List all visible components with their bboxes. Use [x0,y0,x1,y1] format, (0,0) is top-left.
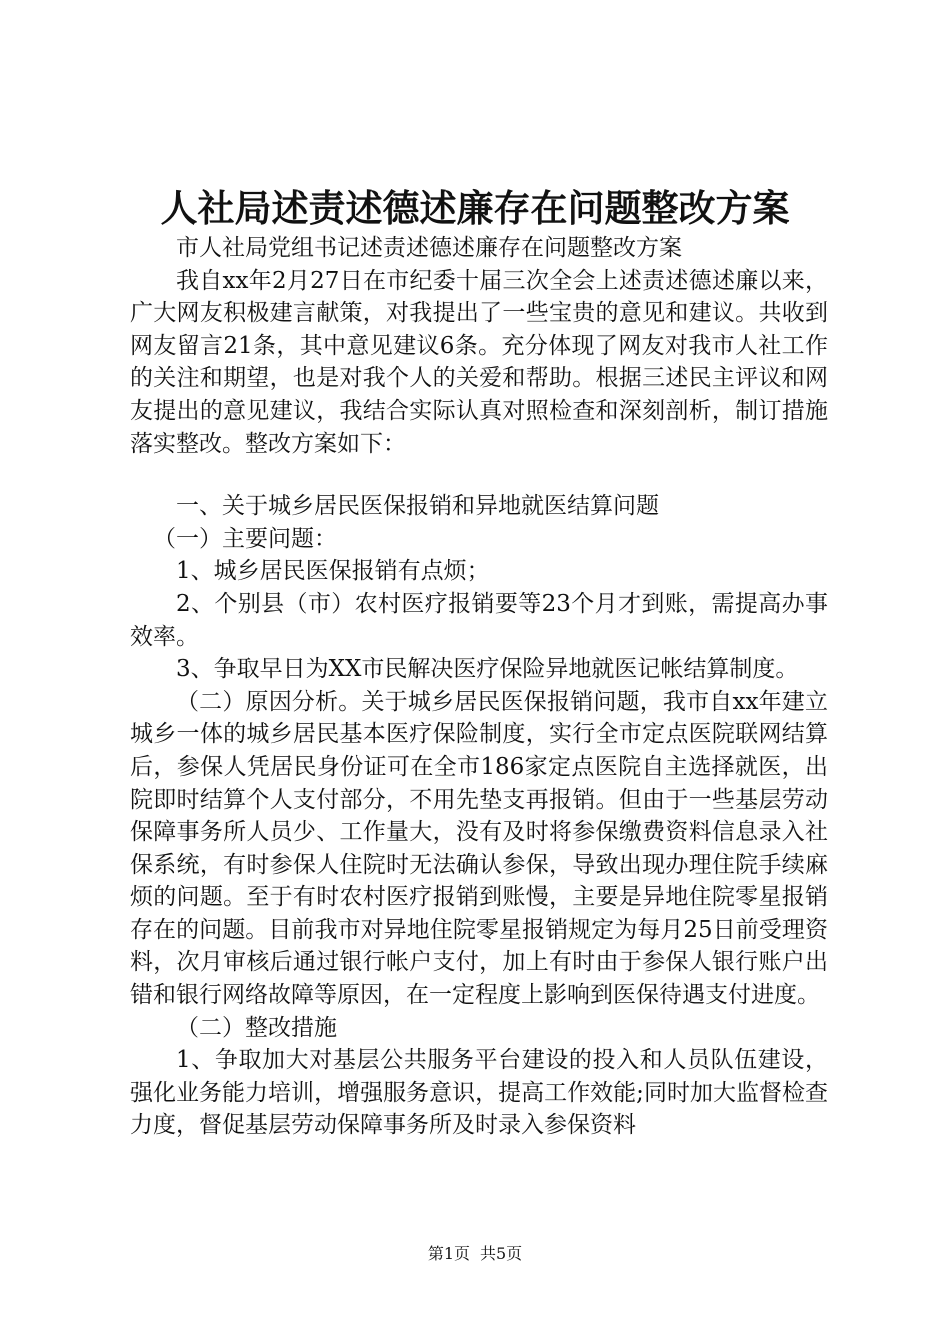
subtitle-paragraph: 市人社局党组书记述责述德述廉存在问题整改方案 [176,235,682,261]
page-footer [0,1242,950,1266]
page-number: 第1页 [427,1244,470,1263]
intro-paragraph: 我自xx年2月27日在市纪委十届三次全会上述责述德述廉以来，广大网友积极建言献策，对我提出了一些宝贵的意见和建议。共收到网友留言21条，其中意见建议6条。充分体现了网友对我市人社工作的关注和期望，也是对我个人的关爱和帮助。根据三述民主评议和网友提出的意见建议，我结合实际认真对照检查和深刻剖析，制订措施落实整改。整改方案如下： [130,267,828,457]
document-title: 人社局述责述德述廉存在问题整改方案 [160,186,790,230]
problem-item-3: 3、争取早日为XX市民解决医疗保险异地就医记帐结算制度。 [176,656,799,683]
problem-item-1: 1、城乡居民医保报销有点烦； [176,558,490,585]
measure-item-1: 1、争取加大对基层公共服务平台建设的投入和人员队伍建设，强化业务能力培训，增强服务意识，提高工作效能;同时加大监督检查力度，督促基层劳动保障事务所及时录入参保资料 [130,1047,828,1139]
document-body [130,232,828,1142]
problem-item-2: 2、个别县（市）农村医疗报销要等23个月才到账，需提高办事效率。 [130,590,828,650]
page-total: 共5页 [480,1244,523,1263]
subsection-heading-measures: （二）整改措施 [176,1014,337,1041]
subsection-heading-problems: （一）主要问题： [153,525,337,552]
cause-analysis-paragraph: （二）原因分析。关于城乡居民医保报销问题，我市自xx年建立城乡一体的城乡居民基本医疗保险制度，实行全市定点医院联网结算后，参保人凭居民身份证可在全市186家定点医院自主选择就医，出院即时结算个人支付部分，不用先垫支再报销。但由于一些基层劳动保障事务所人员少、工作量大，没有及时将参保缴费资料信息录入社保系统，有时参保人住院时无法确认参保，导致出现办理住院手续麻烦的问题。至于有时农村医疗报销到账慢，主要是异地住院零星报销存在的问题。目前我市对异地住院零星报销规定为每月25日前受理资料，次月审核后通过银行帐户支付，加上有时由于参保人银行账户出错和银行网络故障等原因，在一定程度上影响到医保待遇支付进度。 [130,688,828,1009]
section-heading-1: 一、关于城乡居民医保报销和异地就医结算问题 [176,493,659,520]
